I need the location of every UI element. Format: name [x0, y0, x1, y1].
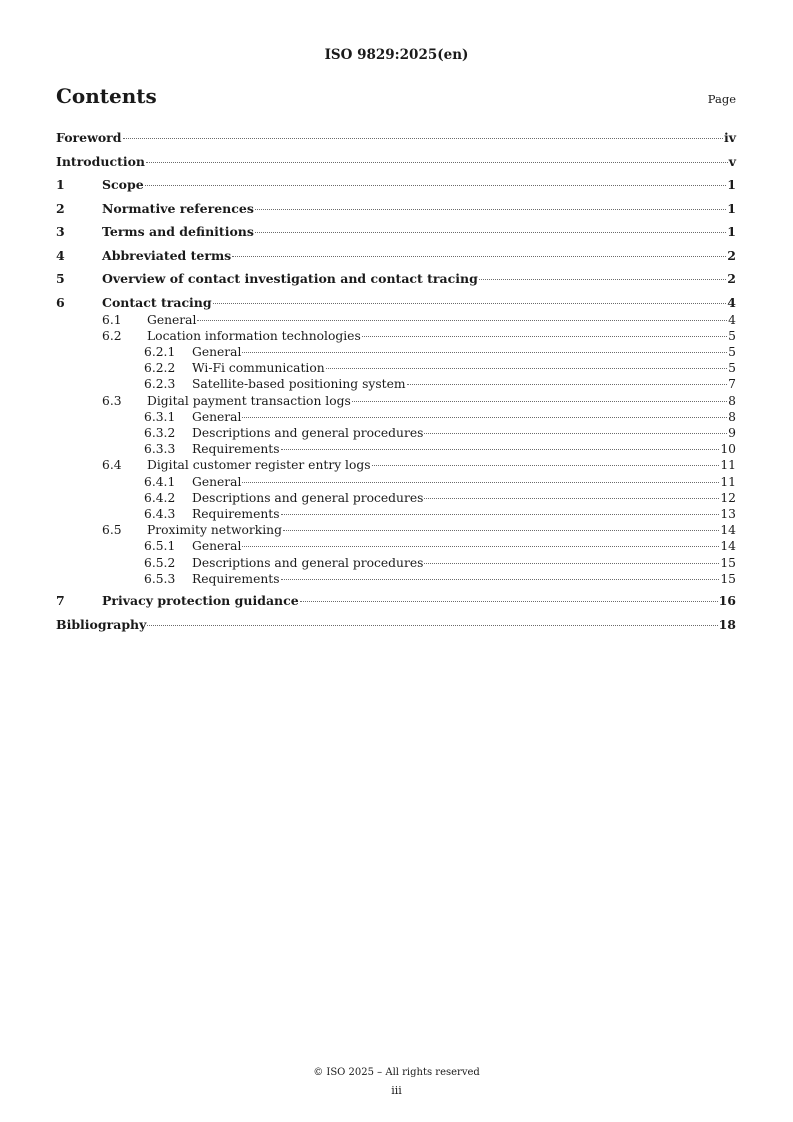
toc-entry[interactable]: [56, 294, 736, 312]
toc-entry-title: Descriptions and general procedures: [192, 555, 424, 570]
toc-entry[interactable]: [56, 247, 736, 265]
toc-entry[interactable]: [56, 441, 736, 457]
toc-entry-number: 6: [56, 294, 65, 310]
dot-leader: [281, 579, 720, 580]
toc-entry-page: 10: [720, 442, 736, 457]
dot-leader: [147, 625, 717, 626]
toc-entry-page: 13: [720, 506, 736, 521]
toc-entry-title: General: [192, 539, 242, 554]
toc-entry-page: 12: [720, 490, 736, 505]
dot-leader: [424, 433, 727, 434]
dot-leader: [242, 482, 719, 483]
toc-entry-title: Requirements: [192, 506, 280, 521]
toc-entry[interactable]: [56, 457, 736, 473]
toc-entry-number: 6.4.3: [144, 506, 176, 521]
toc-entry-page: 4: [727, 294, 736, 310]
document-id: ISO 9829:2025(en): [324, 47, 469, 63]
toc-entry[interactable]: [56, 393, 736, 409]
toc-entry-page: 14: [720, 523, 736, 538]
toc-entry[interactable]: [56, 571, 736, 587]
toc-entry-page: 11: [720, 458, 736, 473]
toc-entry-title: Bibliography: [56, 616, 147, 632]
toc-entry-number: 6.5.1: [144, 539, 176, 554]
toc-entry-number: 6.4.2: [144, 490, 176, 505]
toc-entry-number: 6.5: [102, 523, 122, 538]
toc-entry[interactable]: [56, 153, 736, 171]
dot-leader: [326, 368, 727, 369]
dot-leader: [213, 303, 727, 304]
dot-leader: [424, 498, 719, 499]
dot-leader: [255, 232, 726, 233]
toc-entry[interactable]: [56, 490, 736, 506]
toc-entry-title: Overview of contact investigation and contact tracing: [102, 271, 478, 286]
toc-entry-page: 9: [728, 425, 736, 440]
toc-entry-page: v: [728, 153, 736, 169]
toc-entry-page: 14: [720, 539, 736, 554]
toc-entry[interactable]: [56, 409, 736, 425]
toc-entry[interactable]: [56, 344, 736, 360]
toc-entry[interactable]: [56, 425, 736, 441]
toc-entry-number: 6.5.2: [144, 555, 176, 570]
toc-entry-page: 2: [727, 247, 736, 263]
toc-entry-page: 5: [728, 328, 736, 343]
toc-entry-title: Normative references: [102, 200, 254, 216]
toc-entry-page: 15: [720, 555, 736, 570]
toc-entry-title: Abbreviated terms: [102, 247, 232, 263]
toc-entry-number: 6.1: [102, 312, 122, 327]
toc-entry-number: 6.4: [102, 458, 122, 473]
toc-entry-page: 15: [720, 571, 736, 586]
dot-leader: [146, 162, 728, 163]
toc-entry-page: 1: [727, 177, 736, 192]
toc-entry-title: Privacy protection guidance: [102, 593, 299, 609]
toc-entry-title: Terms and definitions: [102, 224, 254, 239]
toc-entry-title: General: [192, 344, 242, 359]
toc-entry[interactable]: [56, 506, 736, 522]
dot-leader: [407, 384, 728, 385]
toc-entry-title: Requirements: [192, 571, 280, 586]
dot-leader: [242, 546, 719, 547]
toc-entry-page: 2: [727, 271, 736, 286]
toc-entry[interactable]: [56, 200, 736, 218]
toc-entry[interactable]: [56, 129, 736, 147]
toc-entry-title: Foreword: [56, 130, 122, 145]
toc-entry-number: 6.3.1: [144, 409, 176, 424]
dot-leader: [232, 256, 726, 257]
toc-entry-title: Descriptions and general procedures: [192, 490, 424, 505]
toc-entry-number: 6.2.1: [144, 344, 176, 359]
toc-entry[interactable]: [56, 270, 736, 288]
dot-leader: [145, 185, 727, 186]
toc-entry[interactable]: [56, 616, 736, 634]
page-column-label: Page: [707, 92, 736, 106]
toc-entry-title: Introduction: [56, 153, 146, 169]
toc-entry[interactable]: [56, 312, 736, 328]
toc-entry-number: 4: [56, 247, 65, 263]
toc-entry[interactable]: [56, 522, 736, 538]
toc-entry[interactable]: [56, 555, 736, 571]
toc-entry-page: 7: [728, 377, 736, 392]
toc-entry-number: 6.2: [102, 328, 122, 343]
toc-entry-title: Contact tracing: [102, 294, 212, 310]
toc-entry-title: Proximity networking: [147, 523, 282, 538]
toc-entry-number: 2: [56, 200, 65, 216]
toc-entry[interactable]: [56, 474, 736, 490]
dot-leader: [197, 320, 727, 321]
toc-entry-page: iv: [723, 130, 736, 145]
toc-entry-page: 11: [720, 474, 736, 489]
toc-entry-title: Requirements: [192, 442, 280, 457]
toc-entry-number: 6.3.2: [144, 425, 176, 440]
toc-entry-page: 4: [728, 312, 736, 327]
toc-entry-number: 5: [56, 271, 65, 286]
toc-entry-title: Location information technologies: [147, 328, 361, 343]
toc-entry-number: 6.3: [102, 393, 122, 408]
dot-leader: [300, 601, 718, 602]
copyright-notice: © ISO 2025 – All rights reserved: [313, 1067, 480, 1078]
toc-entry[interactable]: [56, 328, 736, 344]
dot-leader: [123, 138, 723, 139]
toc-entry[interactable]: [56, 223, 736, 241]
toc-entry-number: 6.4.1: [144, 474, 176, 489]
dot-leader: [242, 352, 727, 353]
dot-leader: [352, 401, 727, 402]
dot-leader: [281, 514, 720, 515]
toc-entry-title: Scope: [102, 177, 144, 192]
toc-entry-page: 18: [718, 616, 736, 632]
toc-entry-number: 6.2.2: [144, 361, 176, 376]
toc-entry-page: 5: [728, 361, 736, 376]
toc-entry-number: 6.5.3: [144, 571, 176, 586]
toc-entry-number: 1: [56, 177, 65, 192]
dot-leader: [281, 449, 720, 450]
toc-entry-number: 7: [56, 593, 65, 609]
table-of-contents: [56, 129, 736, 634]
toc-entry-page: 5: [728, 344, 736, 359]
dot-leader: [283, 530, 719, 531]
toc-entry-page: 16: [718, 593, 736, 609]
toc-entry-title: Satellite-based positioning system: [192, 377, 406, 392]
dot-leader: [255, 209, 726, 210]
toc-entry-title: Digital payment transaction logs: [147, 393, 351, 408]
toc-entry-number: 6.2.3: [144, 377, 176, 392]
toc-entry-number: 3: [56, 224, 65, 239]
dot-leader: [479, 279, 726, 280]
toc-entry-title: General: [192, 474, 242, 489]
contents-heading: Contents: [56, 84, 157, 108]
dot-leader: [424, 563, 719, 564]
dot-leader: [242, 417, 727, 418]
toc-entry-title: Wi-Fi communication: [192, 361, 325, 376]
toc-entry-number: 6.3.3: [144, 442, 176, 457]
toc-entry-page: 1: [727, 200, 736, 216]
toc-entry[interactable]: [56, 538, 736, 554]
toc-entry[interactable]: [56, 360, 736, 376]
dot-leader: [362, 336, 727, 337]
toc-entry[interactable]: [56, 176, 736, 194]
toc-entry-page: 8: [728, 409, 736, 424]
toc-entry-title: General: [147, 312, 197, 327]
page-number: iii: [391, 1084, 402, 1097]
toc-entry[interactable]: [56, 376, 736, 392]
toc-entry-title: Descriptions and general procedures: [192, 425, 424, 440]
toc-entry-page: 8: [728, 393, 736, 408]
toc-entry[interactable]: [56, 592, 736, 610]
toc-entry-title: Digital customer register entry logs: [147, 458, 371, 473]
toc-entry-title: General: [192, 409, 242, 424]
toc-entry-page: 1: [727, 224, 736, 239]
dot-leader: [372, 465, 720, 466]
